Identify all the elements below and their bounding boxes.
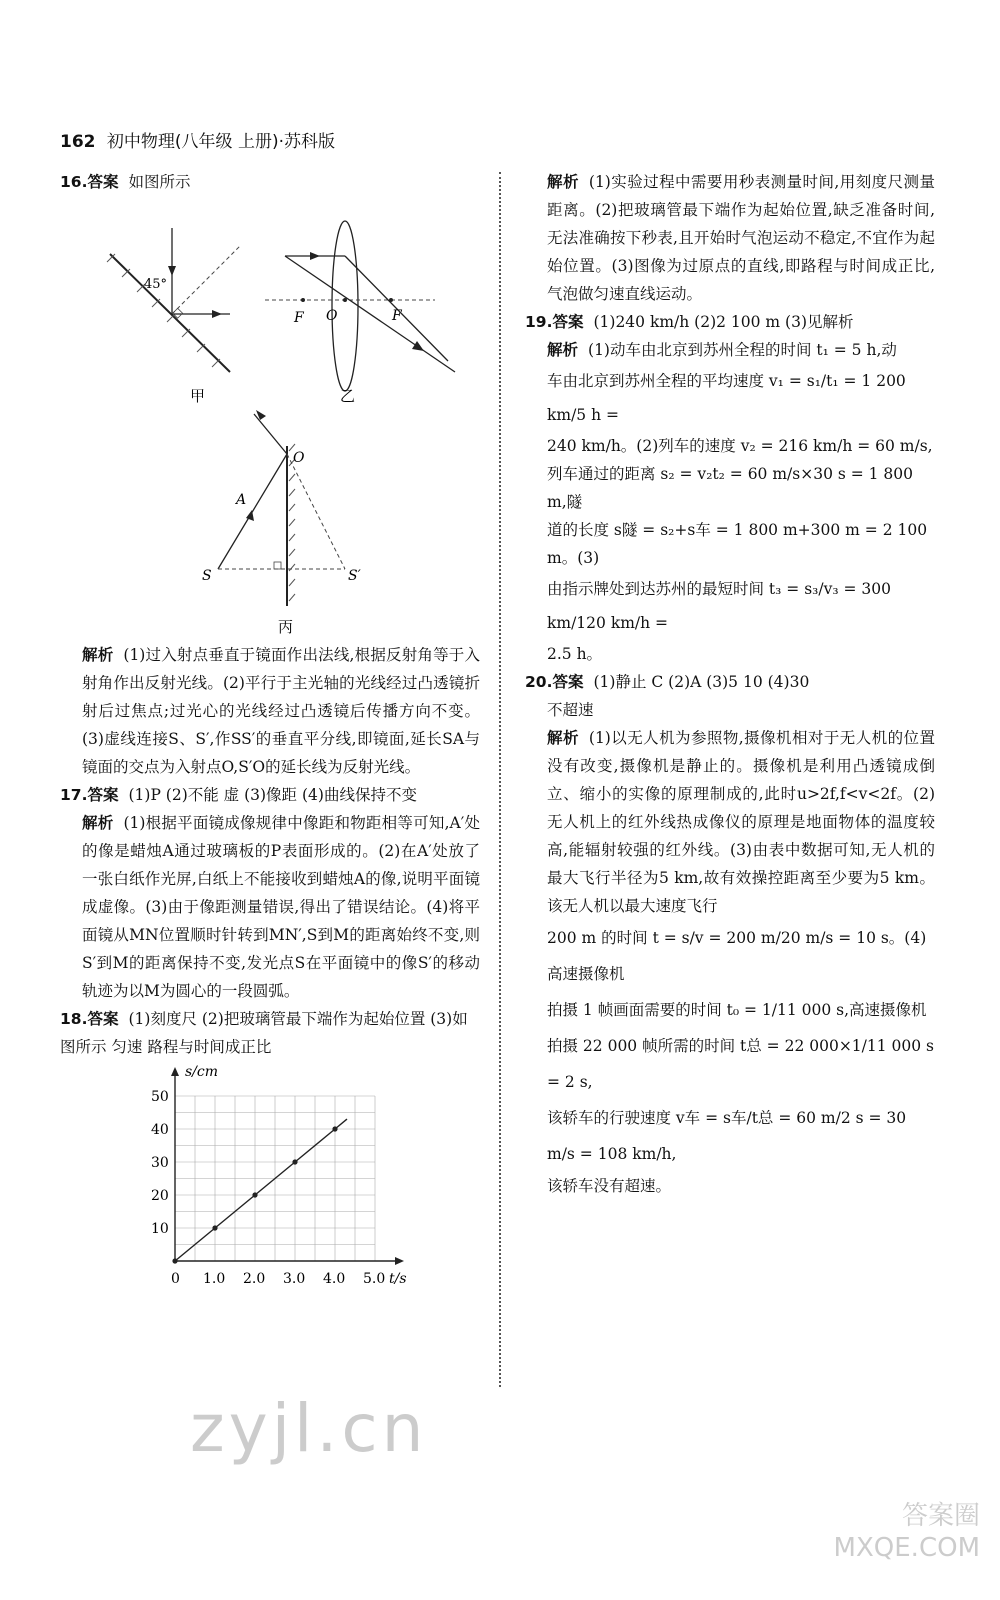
- data-point: [332, 1126, 337, 1131]
- watermark-mxqe: 答案圈 MXQE.COM: [833, 1501, 980, 1563]
- angle-label: 45°: [144, 277, 168, 292]
- right-column: [525, 168, 935, 1200]
- q16-number: 16.: [60, 173, 88, 191]
- focus-right-label: F: [392, 308, 402, 324]
- image-s-label: S′: [348, 568, 361, 584]
- q16-figure-bing: [60, 406, 480, 641]
- q20-line-3: 该轿车的行驶速度 v车 = s车/t总 = 60 m/2 s = 30 m/s = 108 km/h,: [547, 1109, 907, 1163]
- x-tick-label: 2.0: [243, 1271, 266, 1287]
- x-tick-label: 0: [171, 1271, 180, 1287]
- q17-answer: (1)P (2)不能 虚 (3)像距 (4)曲线保持不变: [128, 786, 417, 804]
- q19-number: 19.: [525, 313, 553, 331]
- q18-analysis: [525, 168, 935, 308]
- q17-analysis: [60, 809, 480, 1005]
- q17-analysis-text: (1)根据平面镜成像规律中像距和物距相等可知,A′处的像是蜡烛A通过玻璃板的P表面形成的。(2)在A′处放了一张白纸作光屏,白纸上不能接收到蜡烛A的像,说明平面镜成虚像。(3)由于像距测量错误,得出了错误结论。(4)将平面镜从MN位置顺时针转到MN′,S到M的距离始终不变,则S′到M的距离保持不变,发光点S在平面镜中的像S′的移动轨迹为以M为圆心的一段圆弧。: [82, 814, 480, 1000]
- q19-line-2: 240 km/h。(2)列车的速度 v₂ = 216 km/h = 60 m/s,: [547, 437, 933, 455]
- q17-analysis-tag: 解析: [82, 814, 114, 832]
- page-header: [60, 127, 335, 152]
- q19-answer-tag: 答案: [552, 313, 584, 331]
- q19-answer: (1)240 km/h (2)2 100 m (3)见解析: [593, 313, 854, 331]
- q18-answer-line: [60, 1005, 480, 1061]
- figure-yi: [265, 221, 455, 405]
- y-tick-label: 10: [151, 1221, 169, 1237]
- q20-analysis-para: [547, 724, 935, 920]
- q19-answer-line: [525, 308, 935, 336]
- y-axis-arrow: [171, 1067, 179, 1076]
- q16-analysis-tag: 解析: [82, 646, 114, 664]
- x-axis-label: t/s: [389, 1271, 407, 1287]
- q18-answer: (1)刻度尺 (2)把玻璃管最下端作为起始位置 (3)如图所示 匀速 路程与时间成正比: [60, 1010, 468, 1056]
- x-tick-label: 3.0: [283, 1271, 306, 1287]
- q19-line-3: 列车通过的距离 s₂ = v₂t₂ = 60 m/s×30 s = 1 800 m,隧: [547, 465, 914, 511]
- data-point: [212, 1225, 217, 1230]
- x-tick-label: 4.0: [323, 1271, 346, 1287]
- q19-line-0: (1)动车由北京到苏州全程的时间 t₁ = 5 h,动: [588, 341, 897, 359]
- column-divider: [499, 172, 501, 1387]
- x-tick-label: 1.0: [203, 1271, 226, 1287]
- page-number: 162: [60, 132, 96, 152]
- x-axis-arrow: [395, 1257, 404, 1265]
- fig-jia-caption: 甲: [190, 387, 206, 405]
- q16-answer-line: [60, 168, 480, 196]
- data-point: [292, 1159, 297, 1164]
- y-tick-label: 40: [151, 1122, 169, 1138]
- focus-left-label: F: [294, 310, 304, 326]
- q20-answer-tag: 答案: [552, 673, 584, 691]
- q20-analysis: [525, 724, 935, 1200]
- q18-answer-tag: 答案: [87, 1010, 119, 1028]
- q19-analysis: [525, 336, 935, 668]
- q20-line-4: 该轿车没有超速。: [547, 1177, 672, 1195]
- q19-line-5: 由指示牌处到达苏州的最短时间 t₃ = s₃/v₃ = 300 km/120 km/h =: [547, 580, 891, 632]
- optical-center-label: O: [326, 308, 338, 324]
- q20-line-2: 拍摄 22 000 帧所需的时间 t总 = 22 000×1/11 000 s = 2 s,: [547, 1037, 935, 1091]
- q16-answer: 如图所示: [128, 173, 191, 191]
- fig-yi-caption: 乙: [340, 387, 356, 405]
- q17-answer-tag: 答案: [87, 786, 119, 804]
- q17-answer-line: [60, 781, 480, 809]
- q19-line-6: 2.5 h。: [547, 645, 603, 663]
- q18-analysis-text: (1)实验过程中需要用秒表测量时间,用刻度尺测量距离。(2)把玻璃管最下端作为起始位置,缺乏准备时间,无法准确按下秒表,且开始时气泡运动不稳定,不宜作为起始位置。(3)图像为过原点的直线,即路程与时间成正比,气泡做匀速直线运动。: [547, 173, 935, 303]
- q20-answer-line: [525, 668, 935, 696]
- q16-figures-top: [60, 196, 480, 406]
- fig-bing-caption: 丙: [278, 618, 294, 636]
- q20-analysis-tag: 解析: [547, 729, 579, 747]
- q20-answer: (1)静止 C (2)A (3)5 10 (4)30: [593, 673, 810, 691]
- q19-analysis-tag: 解析: [547, 341, 579, 359]
- q17-number: 17.: [60, 786, 88, 804]
- q16-answer-tag: 答案: [87, 173, 119, 191]
- q20-analysis-text: (1)以无人机为参照物,摄像机相对于无人机的位置没有改变,摄像机是静止的。摄像机是利用凸透镜成倒立、缩小的实像的原理制成的,此时u>2f,f<v<2f。(2)无人机上的红外线热成像仪的原理是地面物体的温度较高,能辐射较强的红外线。(3)由表中数据可知,无人机的最大飞行半径为5 km,故有效操控距离至少要为5 km。该无人机以最大速度飞行: [547, 729, 935, 915]
- y-tick-label: 20: [151, 1188, 169, 1204]
- q20-answer-cont: 不超速: [547, 701, 594, 719]
- source-s-label: S: [202, 568, 212, 584]
- q20-line-0: 200 m 的时间 t = s/v = 200 m/20 m/s = 10 s。(4)高速摄像机: [547, 929, 927, 983]
- left-column: [60, 168, 480, 1301]
- data-point: [252, 1192, 257, 1197]
- point-a-label: A: [236, 492, 247, 508]
- q18-analysis-tag: 解析: [547, 173, 579, 191]
- watermark-zyjl: zyjl.cn: [190, 1390, 428, 1467]
- q19-line-4: 道的长度 s隧 = s₂+s车 = 1 800 m+300 m = 2 100 m。(3): [547, 521, 928, 567]
- figure-jia: [107, 228, 240, 405]
- q20-number: 20.: [525, 673, 553, 691]
- x-tick-label: 5.0: [363, 1271, 386, 1287]
- y-tick-label: 50: [151, 1089, 169, 1105]
- q18-number: 18.: [60, 1010, 88, 1028]
- q19-line-1: 车由北京到苏州全程的平均速度 v₁ = s₁/t₁ = 1 200 km/5 h =: [547, 372, 906, 424]
- y-axis-label: s/cm: [185, 1064, 219, 1080]
- q16-analysis-text: (1)过入射点垂直于镜面作出法线,根据反射角等于入射角作出反射光线。(2)平行于主光轴的光线经过凸透镜折射后过焦点;过光心的光线经过凸透镜后传播方向不变。(3)虚线连接S、S′,作SS′的垂直平分线,即镜面,延长SA与镜面的交点为入射点O,S′O的延长线为反射光线。: [82, 646, 480, 776]
- y-tick-label: 30: [151, 1155, 169, 1171]
- q20-line-1: 拍摄 1 帧画面需要的时间 t₀ = 1/11 000 s,高速摄像机: [547, 1001, 927, 1019]
- book-title: 初中物理(八年级 上册)·苏科版: [106, 132, 335, 152]
- incidence-point-label: O: [293, 450, 305, 466]
- q16-analysis: [60, 641, 480, 781]
- data-point: [172, 1258, 177, 1263]
- q18-st-graph: [60, 1061, 480, 1301]
